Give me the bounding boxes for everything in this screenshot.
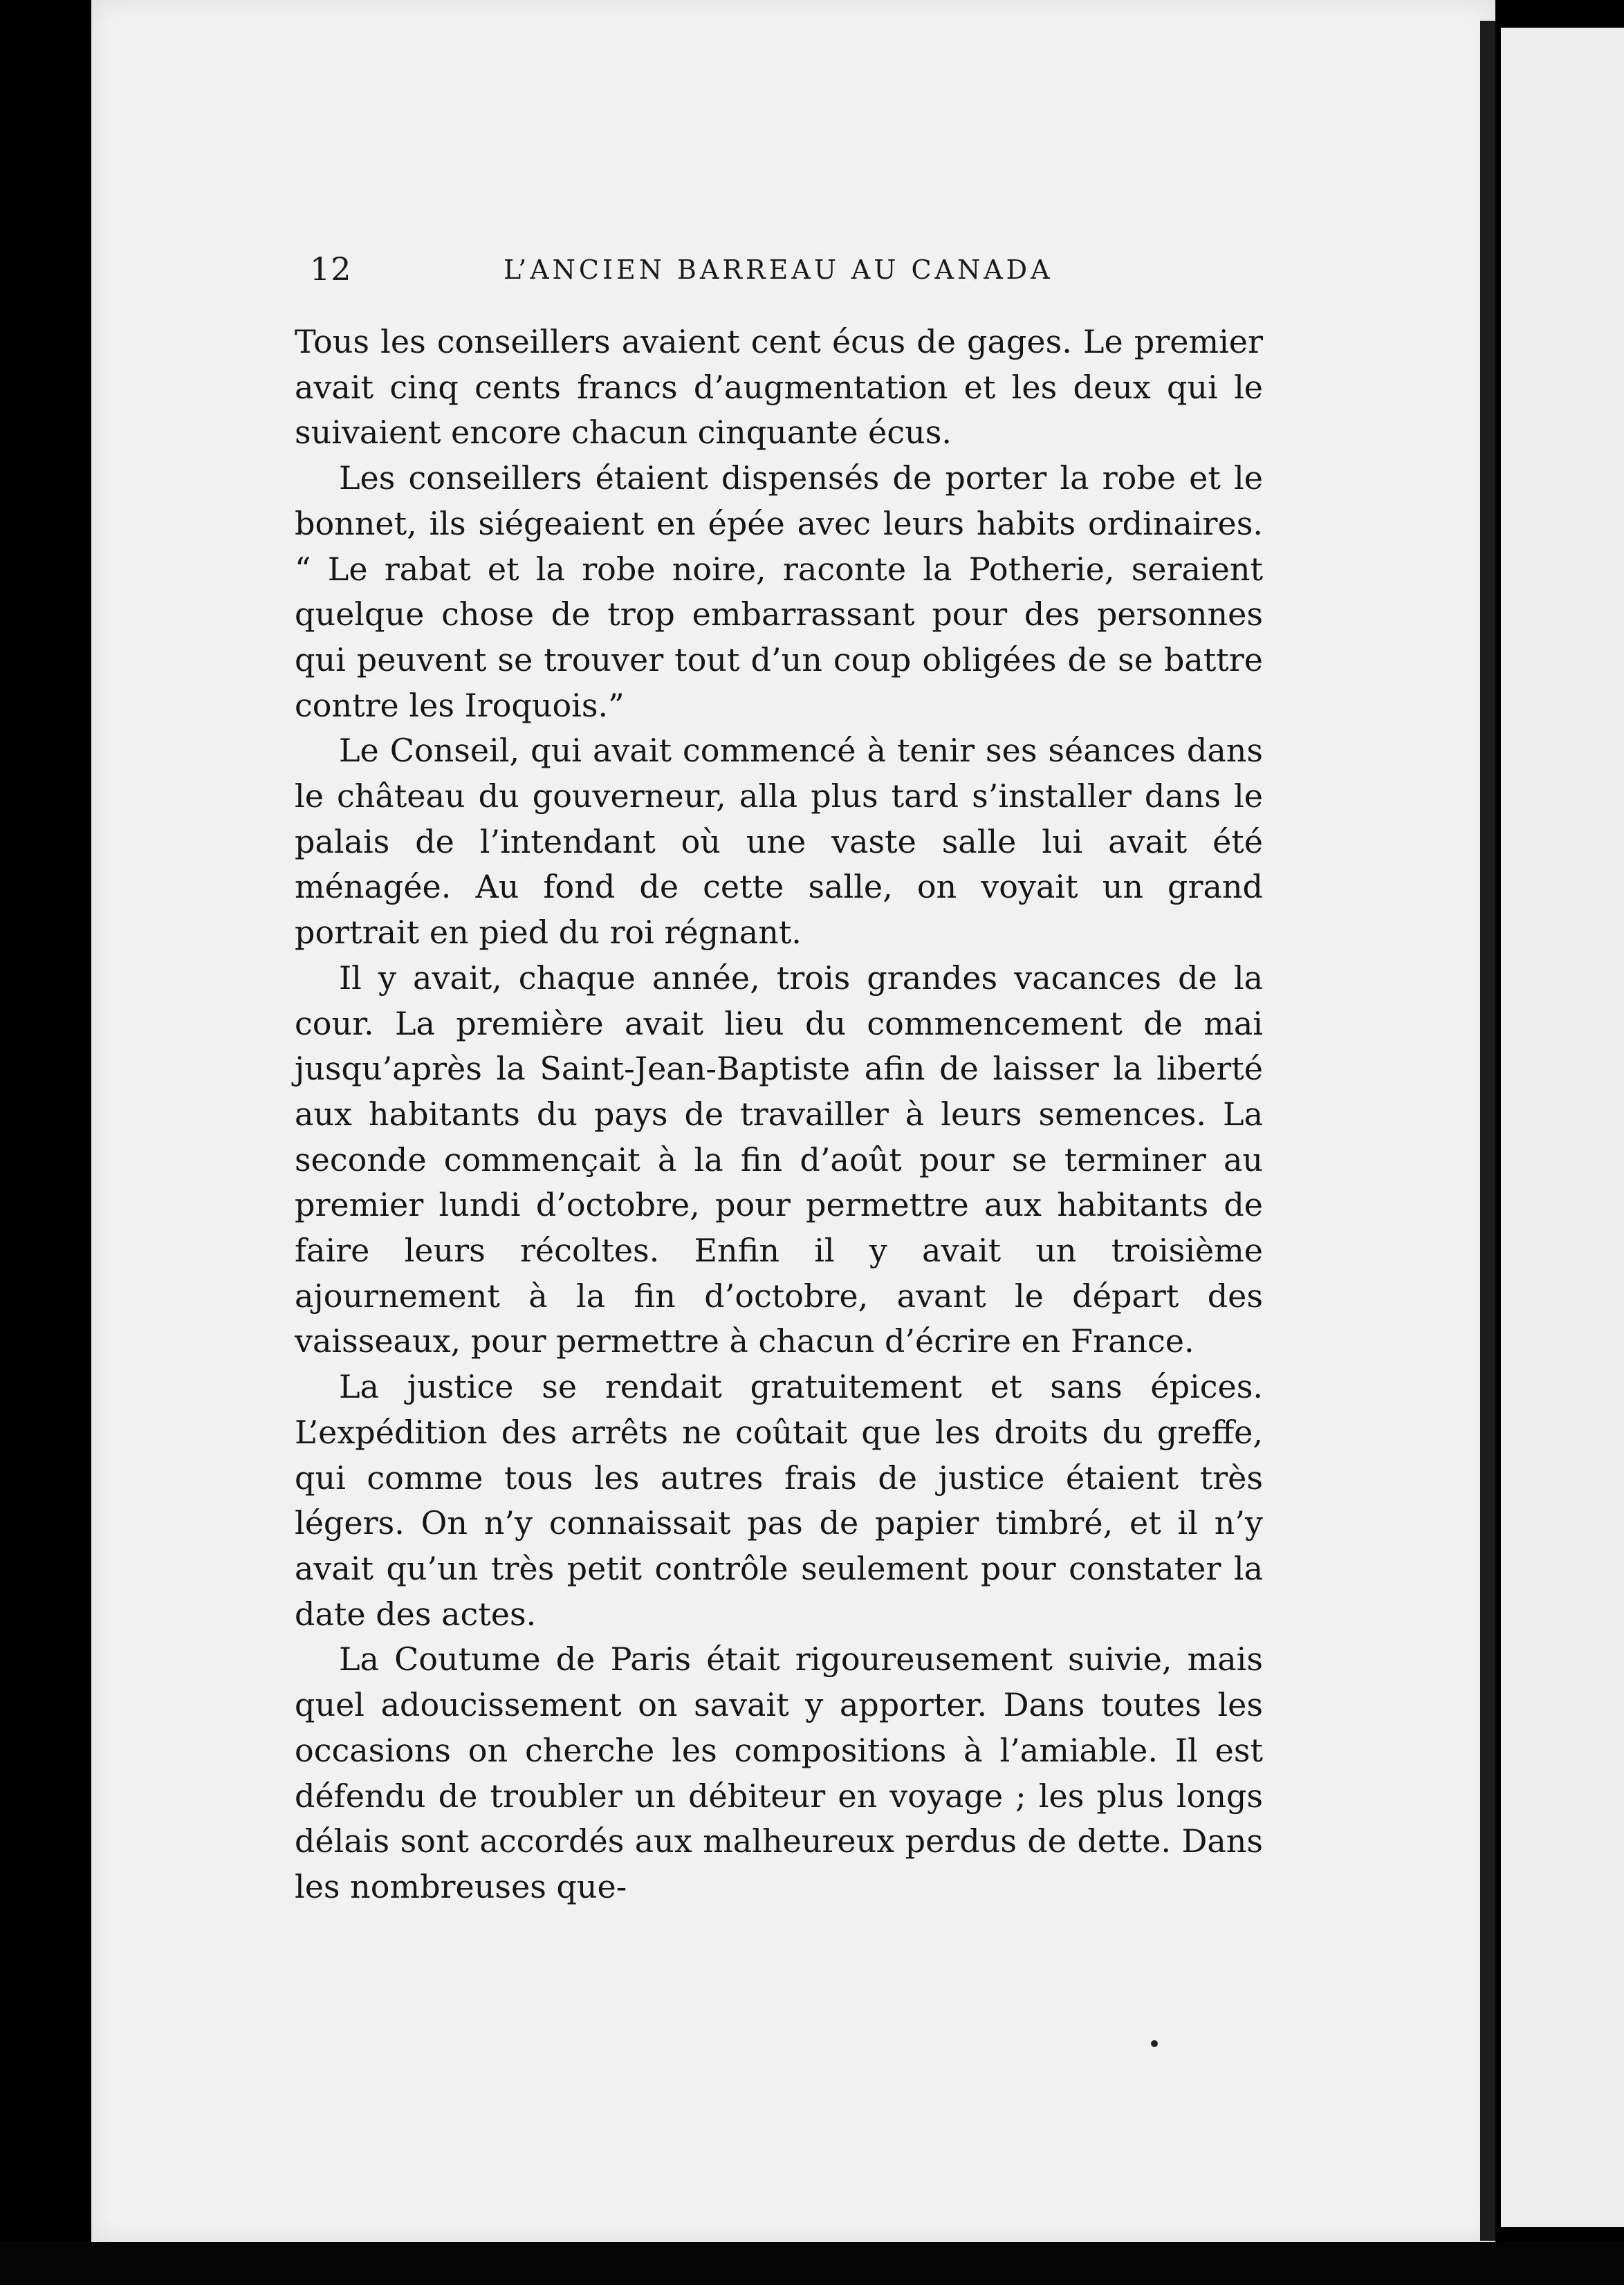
page-header bbox=[310, 250, 1257, 292]
paragraph-3: Le Conseil, qui avait commencé à tenir ses séances dans le château du gouverneur, alla plus tard s’installer dans le palais de l’intendant où une vaste salle lui avait été ménagée. Au fond de cette salle, on voyait un grand portrait en pied du roi régnant. bbox=[295, 732, 1263, 952]
paragraph-6: La Coutume de Paris était rigoureusement suivie, mais quel adoucissement on savait y apporter. Dans toutes les occasions on cherche les compositions à l’amiable. Il est défendu de troubler un débiteur en voyage ; les plus longs délais sont accordés aux malheureux perdus de dette. Dans les nombreuses que- bbox=[295, 1640, 1263, 1905]
facing-page-edge bbox=[1501, 28, 1624, 2227]
scan-bottom-strip bbox=[0, 2242, 1624, 2285]
running-title: L’ANCIEN BARREAU AU CANADA bbox=[504, 255, 1053, 285]
page-gutter bbox=[1480, 21, 1495, 2241]
ink-speck bbox=[1151, 2040, 1158, 2047]
paragraph-2: Les conseillers étaient dispensés de porter la robe et le bonnet, ils siégeaient en épée avec leurs habits ordinaires. “ Le rabat et la robe noire, raconte la Potherie, seraient quelque chose de trop embarrassant pour des personnes qui peuvent se trouver tout d’un coup obligées de se battre contre les Iroquois.” bbox=[295, 459, 1263, 724]
paragraph-1: Tous les conseillers avaient cent écus de gages. Le premier avait cinq cents francs d’augmentation et les deux qui le suivaient encore chacun cinquante écus. bbox=[295, 323, 1263, 452]
body-text bbox=[295, 320, 1263, 1910]
paragraph-4: Il y avait, chaque année, trois grandes vacances de la cour. La première avait lieu du commencement de mai jusqu’après la Saint-Jean-Baptiste afin de laisser la liberté aux habitants du pays de travailler à leurs semences. La seconde commençait à la fin d’août pour se terminer au premier lundi d’octobre, pour permettre aux habitants de faire leurs récoltes. Enfin il y avait un troisième ajournement à la fin d’octobre, avant le départ des vaisseaux, pour permettre à chacun d’écrire en France. bbox=[295, 959, 1263, 1360]
page-number: 12 bbox=[310, 250, 352, 288]
paragraph-5: La justice se rendait gratuitement et sans épices. L’expédition des arrêts ne coûtait que les droits du greffe, qui comme tous les autres frais de justice étaient très légers. On n’y connaissait pas de papier timbré, et il n’y avait qu’un très petit contrôle seulement pour constater la date des actes. bbox=[295, 1368, 1263, 1633]
